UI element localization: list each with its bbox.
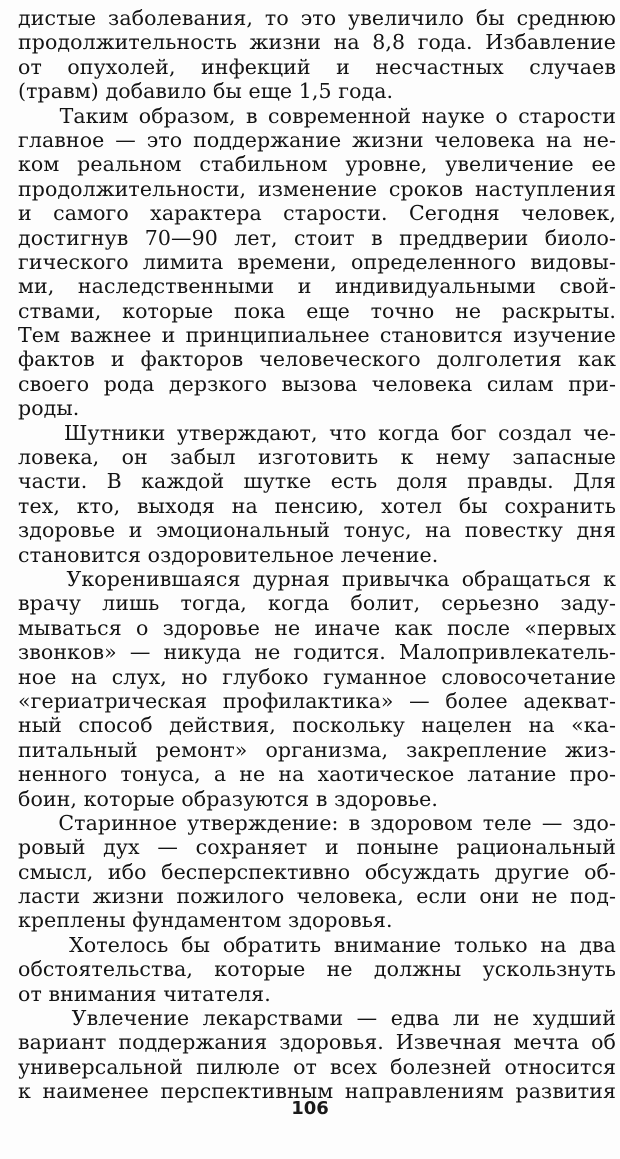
- text-line: Старинное утверждение: в здоровом теле — здо-: [18, 810, 616, 835]
- text-line: Хотелось бы обратить внимание только на два: [18, 932, 616, 957]
- text-line: креплены фундаментом здоровья.: [18, 908, 393, 933]
- page-number: 106: [291, 1098, 329, 1119]
- text-line: Увлечение лекарствами — едва ли не худший: [18, 1006, 616, 1031]
- text-line: и самого характера старости. Сегодня человек,: [18, 201, 616, 226]
- text-line: главное — это поддержание жизни человека на не-: [18, 127, 616, 152]
- text-line: достигнув 70—90 лет, стоит в преддверии биоло-: [18, 225, 616, 250]
- text-line: ком реальном стабильном уровне, увеличение ее: [18, 152, 616, 177]
- text-line: своего рода дерзкого вызова человека силам при-: [18, 371, 616, 396]
- text-line: от внимания читателя.: [18, 981, 271, 1006]
- text-line: Таким образом, в современной науке о старости: [18, 103, 616, 128]
- body-text: [18, 6, 616, 1104]
- text-line: «гериатрическая профилактика» — более адекват-: [18, 688, 616, 713]
- text-line: к наименее перспективным направлениям развития: [18, 1079, 616, 1104]
- text-line: гического лимита времени, определенного видовы-: [18, 249, 616, 274]
- text-line: дистые заболевания, то это увеличило бы среднюю: [18, 6, 616, 30]
- text-line: смысл, ибо бесперспективно обсуждать другие об-: [18, 859, 616, 884]
- text-line: роды.: [18, 396, 80, 421]
- text-line: обстоятельства, которые не должны ускользнуть: [18, 957, 616, 982]
- text-line: Тем важнее и принципиальнее становится изучение: [18, 323, 616, 348]
- text-line: ствами, которые пока еще точно не раскрыты.: [18, 298, 616, 323]
- text-line: вариант поддержания здоровья. Извечная мечта об: [18, 1030, 616, 1055]
- text-line: питальный ремонт» организма, закрепление жиз-: [18, 737, 616, 762]
- text-line: Укоренившаяся дурная привычка обращаться к: [18, 566, 616, 591]
- text-line: врачу лишь тогда, когда болит, серьезно заду-: [18, 591, 616, 616]
- text-line: боин, которые образуются в здоровье.: [18, 786, 438, 811]
- text-line: ровый дух — сохраняет и поныне рациональный: [18, 835, 616, 860]
- text-line: ное на слух, но глубоко гуманное словосочетание: [18, 664, 616, 689]
- text-line: ненного тонуса, а не на хаотическое латание про-: [18, 762, 616, 787]
- text-line: становится оздоровительное лечение.: [18, 542, 439, 567]
- text-line: ловека, он забыл изготовить к нему запасные: [18, 445, 616, 470]
- text-line: ласти жизни пожилого человека, если они не под-: [18, 884, 616, 909]
- text-line: тех, кто, выходя на пенсию, хотел бы сохранить: [18, 493, 616, 518]
- text-line: фактов и факторов человеческого долголетия как: [18, 347, 616, 372]
- text-line: ный способ действия, поскольку нацелен на «ка-: [18, 713, 616, 738]
- text-line: универсальной пилюле от всех болезней относится: [18, 1054, 616, 1079]
- text-line: Шутники утверждают, что когда бог создал че-: [18, 420, 616, 445]
- text-line: звонков» — никуда не годится. Малопривлекатель-: [18, 640, 616, 665]
- text-line: мываться о здоровье не иначе как после «первых: [18, 615, 616, 640]
- text-line: части. В каждой шутке есть доля правды. Для: [18, 469, 616, 494]
- text-line: ми, наследственными и индивидуальными свой-: [18, 274, 616, 299]
- text-line: здоровье и эмоциональный тонус, на повестку дня: [18, 518, 616, 543]
- text-line: от опухолей, инфекций и несчастных случаев: [18, 54, 616, 79]
- text-line: (травм) добавило бы еще 1,5 года.: [18, 79, 394, 104]
- text-line: продолжительности, изменение сроков наступления: [18, 176, 616, 201]
- text-line: продолжительность жизни на 8,8 года. Избавление: [18, 30, 616, 55]
